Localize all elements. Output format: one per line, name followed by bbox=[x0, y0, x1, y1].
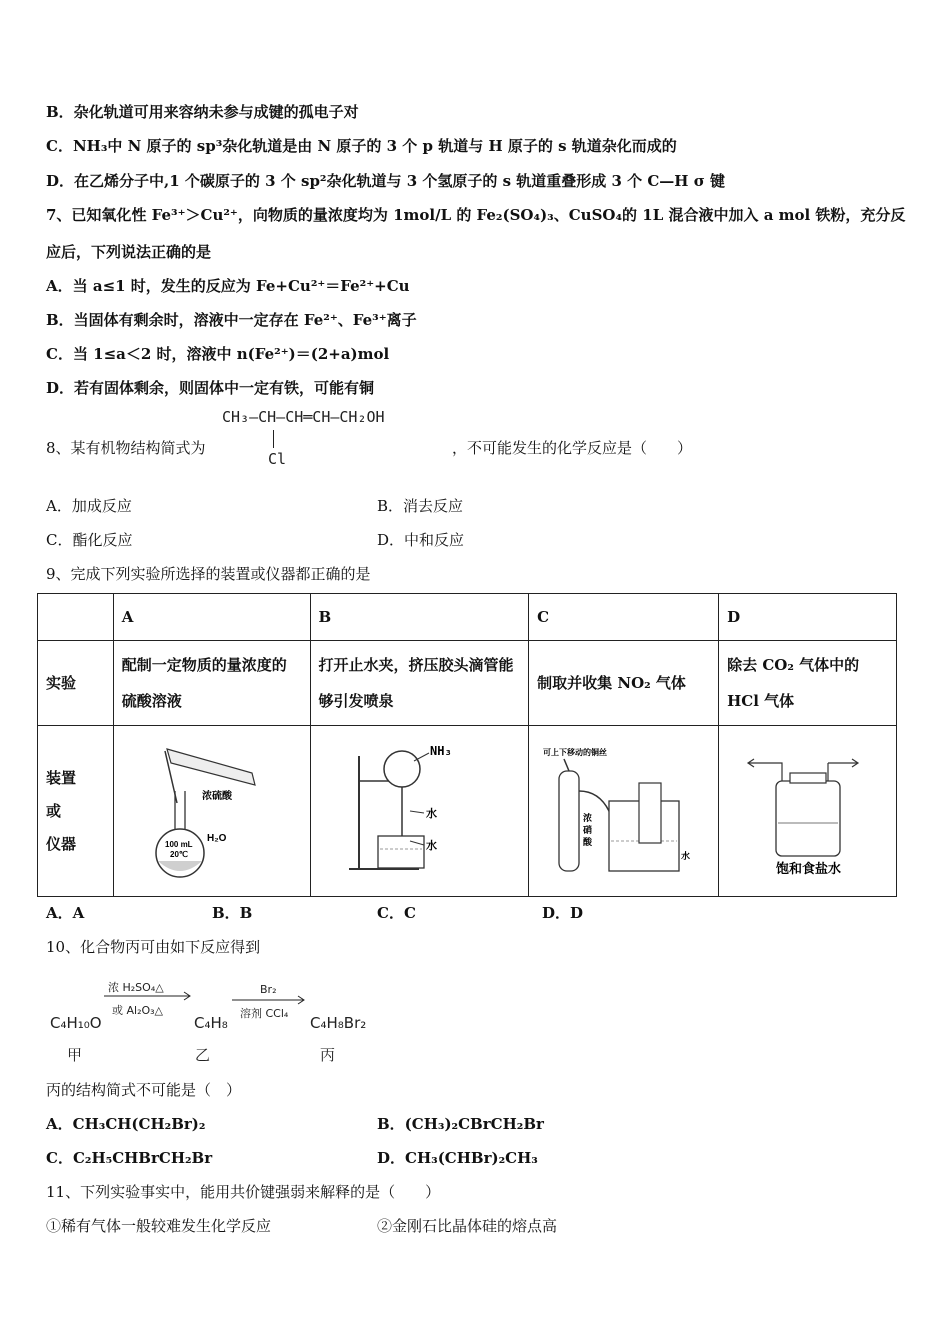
q11-statement-1: ①稀有气体一般较难发生化学反应 bbox=[46, 1217, 272, 1235]
q9-option-d: D．D bbox=[542, 904, 584, 922]
q9-option-b: B．B bbox=[212, 904, 253, 922]
q8-stem-prefix: 8、某有机物结构简式为 bbox=[46, 439, 206, 457]
q9-experiment-a: 配制一定物质的量浓度的硫酸溶液 bbox=[113, 641, 310, 726]
q9-header-a: A bbox=[113, 594, 310, 641]
no2-collection-diagram bbox=[539, 741, 709, 881]
q6-option-c: C．NH₃中 N 原子的 sp³杂化轨道是由 N 原子的 3 个 p 轨道与 H 原子的 s 轨道杂化而成的 bbox=[46, 137, 677, 155]
q9-apparatus-label-2: 或 bbox=[46, 801, 62, 820]
q10-stem: 10、化合物丙可由如下反应得到 bbox=[46, 938, 261, 956]
q11-stem: 11、下列实验事实中，能用共价键强弱来解释的是（ ） bbox=[46, 1183, 441, 1201]
q6-option-d: D．在乙烯分子中,1 个碳原子的 3 个 sp²杂化轨道与 3 个氢原子的 s 轨道重叠形成 3 个 C—H σ 键 bbox=[46, 172, 725, 190]
q10-arrow2 bbox=[232, 995, 308, 1005]
q8-option-a: A．加成反应 bbox=[46, 497, 132, 515]
q10-condition2-bottom: 溶剂 CCl₄ bbox=[240, 1007, 289, 1020]
q9-option-c: C．C bbox=[377, 904, 416, 922]
label-water-a: H₂O bbox=[206, 833, 227, 844]
q9-apparatus-a bbox=[113, 726, 310, 897]
q7-stem-line2: 应后，下列说法正确的是 bbox=[46, 243, 212, 261]
q9-header-empty bbox=[38, 594, 114, 641]
q10-condition1-bottom: 或 Al₂O₃△ bbox=[112, 1004, 164, 1017]
q7-option-b: B．当固体有剩余时，溶液中一定存在 Fe²⁺、Fe³⁺离子 bbox=[46, 311, 417, 329]
q9-apparatus-b bbox=[310, 726, 529, 897]
label-copper-wire: 可上下移动的铜丝 bbox=[542, 748, 607, 757]
label-conc-nitric-acid-1: 浓 bbox=[582, 813, 592, 823]
q10-option-a: A．CH₃CH(CH₂Br)₂ bbox=[46, 1115, 206, 1133]
q10-option-c: C．C₂H₅CHBrCH₂Br bbox=[46, 1149, 213, 1167]
q7-stem-line1: 7、已知氧化性 Fe³⁺＞Cu²⁺，向物质的量浓度均为 1mol/L 的 Fe₂(SO₄)₃、CuSO₄的 1L 混合液中加入 a mol 铁粉，充分反 bbox=[46, 206, 906, 224]
q9-apparatus-d bbox=[719, 726, 897, 897]
q9-header-c: C bbox=[529, 594, 719, 641]
label-water-b1: 水 bbox=[426, 808, 438, 820]
q10-condition2-top: Br₂ bbox=[260, 983, 277, 996]
label-ammonia: NH₃ bbox=[430, 744, 452, 758]
q10-name-bing: 丙 bbox=[320, 1046, 336, 1064]
q9-row-apparatus-label bbox=[38, 726, 114, 897]
q11-statement-2: ②金刚石比晶体硅的熔点高 bbox=[377, 1217, 558, 1235]
q8-structure-main: CH₃—CH—CH═CH—CH₂OH bbox=[222, 408, 385, 426]
q9-experiment-d: 除去 CO₂ 气体中的 HCl 气体 bbox=[719, 641, 897, 726]
q7-option-d: D．若有固体剩余，则固体中一定有铁，可能有铜 bbox=[46, 379, 375, 397]
q9-stem: 9、完成下列实验所选择的装置或仪器都正确的是 bbox=[46, 565, 371, 583]
q10-intermediate-formula: C₄H₈ bbox=[194, 1014, 228, 1032]
q10-option-b: B．(CH₃)₂CBrCH₂Br bbox=[377, 1115, 544, 1133]
fountain-experiment-diagram bbox=[344, 741, 494, 881]
q6-option-b: B．杂化轨道可用来容纳未参与成键的孤电子对 bbox=[46, 103, 359, 121]
label-conc-nitric-acid-3: 酸 bbox=[582, 837, 592, 847]
q8-structure-substituent: Cl bbox=[268, 450, 287, 468]
q9-row-experiment-label: 实验 bbox=[38, 641, 114, 726]
q9-option-a: A．A bbox=[46, 904, 85, 922]
label-flask-volume: 100 mL bbox=[164, 840, 193, 849]
label-flask-temp: 20℃ bbox=[169, 850, 188, 859]
q10-option-d: D．CH₃(CHBr)₂CH₃ bbox=[377, 1149, 538, 1167]
q7-option-a: A．当 a≤1 时，发生的反应为 Fe+Cu²⁺＝Fe²⁺+Cu bbox=[46, 277, 410, 295]
q9-header-b: B bbox=[310, 594, 529, 641]
q8-stem-suffix: ，不可能发生的化学反应是（ ） bbox=[452, 439, 693, 457]
q10-condition1-top: 浓 H₂SO₄△ bbox=[108, 981, 164, 994]
q8-structure-bond bbox=[273, 430, 274, 448]
label-water-c: 水 bbox=[680, 851, 690, 861]
q8-option-b: B．消去反应 bbox=[377, 497, 464, 515]
q10-arrow1 bbox=[104, 991, 194, 1001]
q10-product-formula: C₄H₈Br₂ bbox=[310, 1014, 367, 1032]
q9-apparatus-label-3: 仪器 bbox=[46, 834, 77, 853]
label-saturated-brine: 饱和食盐水 bbox=[775, 861, 841, 876]
q9-table bbox=[37, 593, 897, 897]
q10-question: 丙的结构简式不可能是（ ） bbox=[46, 1081, 242, 1099]
q9-header-d: D bbox=[719, 594, 897, 641]
q8-option-d: D．中和反应 bbox=[377, 531, 465, 549]
label-water-b2: 水 bbox=[426, 840, 438, 852]
label-conc-sulfuric-acid: 浓硫酸 bbox=[201, 791, 232, 802]
volumetric-flask-diagram bbox=[137, 741, 287, 881]
gas-wash-bottle-diagram bbox=[738, 741, 878, 881]
q9-apparatus-label-1: 装置 bbox=[46, 768, 77, 787]
q10-name-jia: 甲 bbox=[67, 1046, 83, 1064]
label-conc-nitric-acid-2: 硝 bbox=[582, 825, 592, 835]
q10-name-yi: 乙 bbox=[195, 1046, 211, 1064]
q9-experiment-b: 打开止水夹，挤压胶头滴管能够引发喷泉 bbox=[310, 641, 529, 726]
q7-option-c: C．当 1≤a＜2 时，溶液中 n(Fe²⁺)＝(2+a)mol bbox=[46, 345, 390, 363]
q10-reactant-formula: C₄H₁₀O bbox=[50, 1014, 102, 1032]
q8-option-c: C．酯化反应 bbox=[46, 531, 133, 549]
q9-experiment-c: 制取并收集 NO₂ 气体 bbox=[529, 641, 719, 726]
q9-apparatus-c bbox=[529, 726, 719, 897]
